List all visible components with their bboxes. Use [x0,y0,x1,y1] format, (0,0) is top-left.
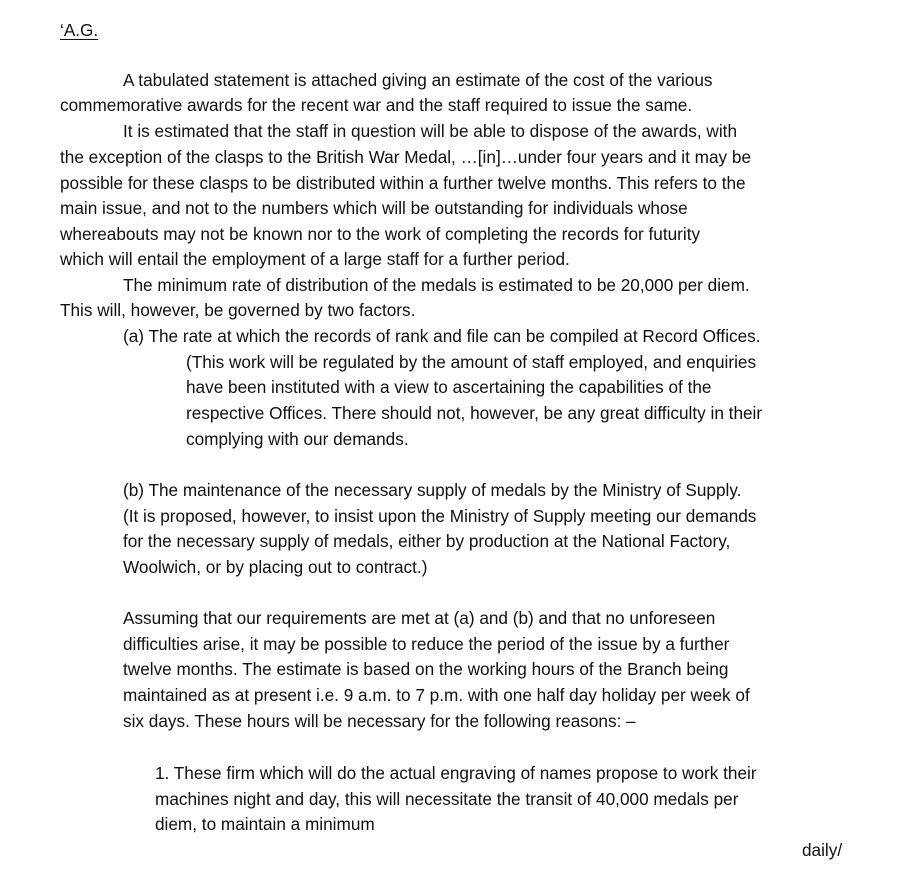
paragraph-line: whereabouts may not be known nor to the work of completing the records for futurity [60,224,701,244]
paragraph-line: commemorative awards for the recent war and the staff required to issue the same. [60,95,693,115]
factor-a-line: (This work will be regulated by the amount of staff employed, and enquiries [186,352,757,372]
paragraph-line: main issue, and not to the numbers which will be outstanding for individuals whose [60,198,688,218]
assuming-line: difficulties arise, it may be possible to reduce the period of the issue by a further [123,634,730,654]
paragraph-line: the exception of the clasps to the British War Medal, …[in]…under four years and it may be [60,147,752,167]
factor-b-line: for the necessary supply of medals, either by production at the National Factory, [123,531,731,551]
assuming-line: Assuming that our requirements are met at (a) and (b) and that no unforeseen [123,608,716,628]
factor-a-line: have been instituted with a view to ascertaining the capabilities of the [186,377,712,397]
assuming-line: six days. These hours will be necessary for the following reasons: – [123,711,636,731]
reason-1-line: 1. These firm which will do the actual engraving of names propose to work their [155,763,757,783]
assuming-line: twelve months. The estimate is based on the working hours of the Branch being [123,659,729,679]
factor-a-line: respective Offices. There should not, however, be any great difficulty in their [186,403,763,423]
reason-1-line: machines night and day, this will necessitate the transit of 40,000 medals per [155,789,739,809]
document-heading: ‘A.G. [60,20,99,40]
factor-b-line: (b) The maintenance of the necessary supply of medals by the Ministry of Supply. [123,480,742,500]
paragraph-line: which will entail the employment of a large staff for a further period. [60,249,570,269]
catchword: daily/ [802,840,843,860]
paragraph-line: It is estimated that the staff in question will be able to dispose of the awards, with [123,121,737,141]
factor-b-line: Woolwich, or by placing out to contract.) [123,557,428,577]
paragraph-line: This will, however, be governed by two factors. [60,300,416,320]
paragraph-line: possible for these clasps to be distributed within a further twelve months. This refers to the [60,173,746,193]
factor-b-line: (It is proposed, however, to insist upon the Ministry of Supply meeting our demands [123,506,757,526]
reason-1-line: diem, to maintain a minimum [155,814,375,834]
factor-a-line: (a) The rate at which the records of rank and file can be compiled at Record Offices. [123,326,761,346]
paragraph-line: The minimum rate of distribution of the medals is estimated to be 20,000 per diem. [123,275,750,295]
paragraph-line: A tabulated statement is attached giving an estimate of the cost of the various [123,70,713,90]
factor-a-line: complying with our demands. [186,429,409,449]
assuming-line: maintained as at present i.e. 9 a.m. to 7 p.m. with one half day holiday per week of [123,685,750,705]
